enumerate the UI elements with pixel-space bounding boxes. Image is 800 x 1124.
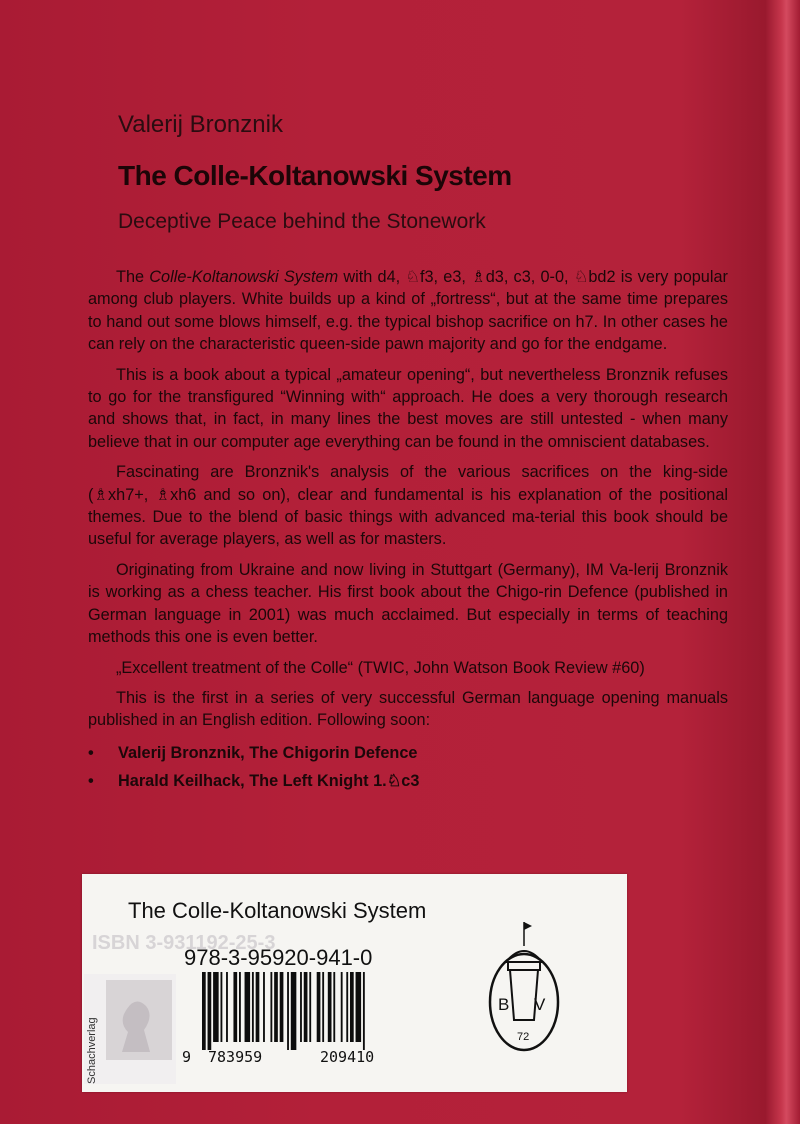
- p1-body: with d4, ♘f3, e3, ♗d3, c3, 0-0, ♘bd2 is very popular among club players. White builds up a kind of „fortress“, but at the same time prepares to hand out some blows himself, e.g. the typical bishop sacrifice on h7. In other cases he can rely on the characteristic queen-side pawn majority and go for the endgame.: [88, 268, 728, 354]
- barcode-sticker: [82, 874, 627, 1092]
- logo-number: 72: [517, 1031, 530, 1043]
- list-item-text: Harald Keilhack, The Left Knight 1.♘c3: [118, 772, 420, 791]
- library-stamp-logo: [484, 918, 564, 1054]
- isbn-barcode: [200, 972, 420, 1050]
- list-item-text: Valerij Bronznik, The Chigorin Defence: [118, 743, 418, 762]
- logo-letter-b: B: [498, 995, 510, 1014]
- sticker-isbn: 978-3-95920-941-0: [184, 945, 373, 970]
- blurb-text: [88, 266, 728, 799]
- publisher-tab-text: Schachverlag: [86, 1017, 98, 1084]
- barcode-lead-digit: 9: [182, 1048, 192, 1066]
- review-quote: „Excellent treatment of the Colle“ (TWIC, John Watson Book Review #60): [116, 658, 645, 677]
- p1-system-name: Colle-Koltanowski System: [149, 268, 339, 286]
- book-title: The Colle-Koltanowski System: [118, 160, 512, 191]
- bullet-icon: •: [88, 772, 94, 791]
- barcode-group-1: 783959: [208, 1048, 263, 1066]
- book-edge-highlight: [766, 0, 800, 1124]
- logo-letter-v: V: [534, 995, 546, 1014]
- p1-prefix: The: [116, 268, 150, 286]
- sticker-title: The Colle-Koltanowski System: [128, 898, 427, 923]
- bullet-icon: •: [88, 743, 94, 762]
- blurb-paragraph-2: This is a book about a typical „amateur opening“, but nevertheless Bronznik refuses to go for the transfigured “Winning with“ approach. He does a very thorough research and shows that, in fact, in many lines the best moves are still untested - when many believe that in our computer age everything can be found in the omniscient databases.: [88, 365, 728, 451]
- blurb-paragraph-5: This is the first in a series of very successful German language opening manuals published in an English edition. Following soon:: [88, 688, 728, 730]
- barcode-group-2: 209410: [320, 1048, 375, 1066]
- author-name: Valerij Bronznik: [118, 111, 283, 138]
- blurb-paragraph-4: Originating from Ukraine and now living in Stuttgart (Germany), IM Va-lerij Bronznik is working as a chess teacher. His first book about the Chigo-rin Defence (published in German language in 2001) was much acclaimed. But especially in terms of teaching methods this one is even better.: [88, 560, 728, 647]
- following-list: [88, 742, 728, 793]
- covered-isbn-ghost: ISBN 3-931192-25-3: [92, 932, 276, 954]
- book-subtitle: Deceptive Peace behind the Stonework: [118, 210, 486, 233]
- blurb-paragraph-1: [88, 266, 728, 356]
- list-item: [88, 742, 728, 764]
- list-item: [88, 770, 728, 792]
- blurb-paragraph-3: Fascinating are Bronznik's analysis of the various sacrifices on the king-side (♗xh7+, ♗xh6 and so on), clear and fundamental is his explanation of the positional themes. Due to the blend of basic things with advanced ma-terial this book should be useful for average players, as well as for masters.: [88, 463, 728, 549]
